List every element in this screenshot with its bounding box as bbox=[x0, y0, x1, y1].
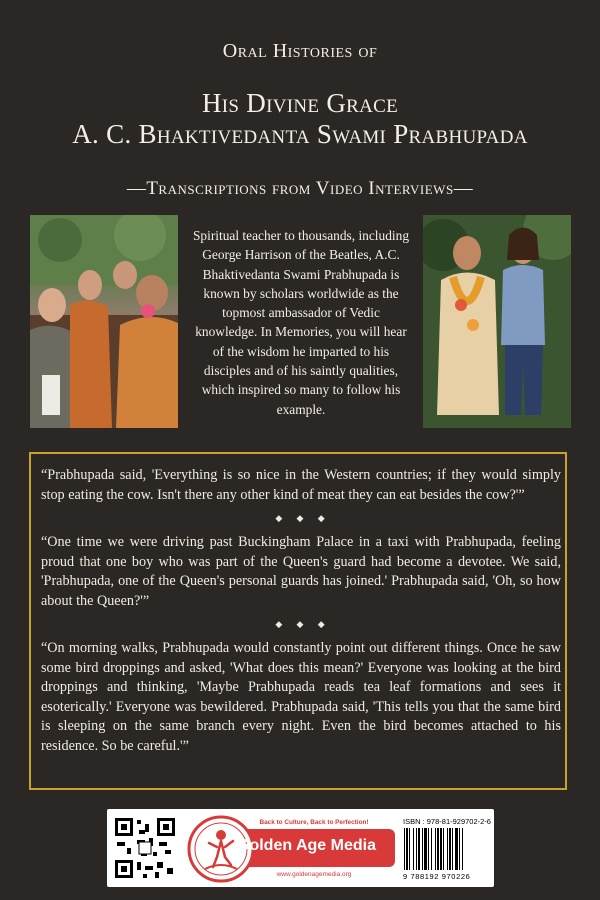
quote-2: “One time we were driving past Buckingham Palace in a taxi with Prabhupada, feeling proud that one boy who was part of the Queen's guard had become a devotee. We said, 'Prabhupada, one of the Queen's personal guards has joined.' Prabhupada said, 'Oh, so how about the Queen?'” bbox=[41, 534, 561, 609]
quote-3: “On morning walks, Prabhupada would constantly point out different things. Once he saw some bird droppings and asked, 'What does this mean?' Everyone was looking at the bird droppings and thinking, 'Maybe Prabhupada reads tea leaf formations and sees it esoterically.' Everyone was bewildered. Prabhupada said, 'This tells you that the same bird is sleeping on the same branch every night. Even the bird becomes attached to his residence. So be careful.'” bbox=[41, 640, 561, 754]
title-line-1: His Divine Grace bbox=[201, 88, 399, 118]
separator-diamonds: ◆ ◆ ◆ bbox=[275, 513, 331, 523]
publisher-tagline: Back to Culture, Back to Perfection! bbox=[259, 819, 369, 826]
testimonial-quotes-box bbox=[29, 452, 567, 790]
photo-prabhupada-with-devotees bbox=[30, 215, 178, 428]
book-description: Spiritual teacher to thousands, including George Harrison of the Beatles, A.C. Bhaktivedanta Swami Prabhupada is known by scholars worldwide as the topmost ambassador of Vedic knowledge. In Memories, you will hear of the wisdom he imparted to his disciples and of his saintly qualities, which inspired so many to follow his example. bbox=[192, 228, 410, 417]
subtitle-transcriptions: —Transcriptions from Video Interviews— bbox=[126, 178, 474, 199]
book-title bbox=[0, 88, 600, 150]
publisher-name: Golden Age Media bbox=[237, 837, 376, 854]
publisher-strip bbox=[107, 809, 494, 887]
qr-code-icon bbox=[113, 816, 177, 880]
quote-1: “Prabhupada said, 'Everything is so nice in the Western countries; if they would simply stop eating the cow. Isn't there any other kind of meat they can eat besides the cow?'” bbox=[41, 467, 561, 503]
subtitle-oral-histories: Oral Histories of bbox=[222, 40, 378, 62]
title-line-2: A. C. Bhaktivedanta Swami Prabhupada bbox=[72, 119, 528, 149]
separator-diamonds: ◆ ◆ ◆ bbox=[275, 619, 331, 629]
publisher-url: www.goldenagemedia.org bbox=[276, 871, 352, 878]
barcode-icon bbox=[403, 828, 489, 870]
barcode-number: 9 788192 970226 bbox=[403, 872, 471, 881]
photo-prabhupada-with-george-harrison bbox=[423, 215, 571, 428]
isbn-label: ISBN : 978-81-929702-2-6 bbox=[403, 817, 491, 826]
